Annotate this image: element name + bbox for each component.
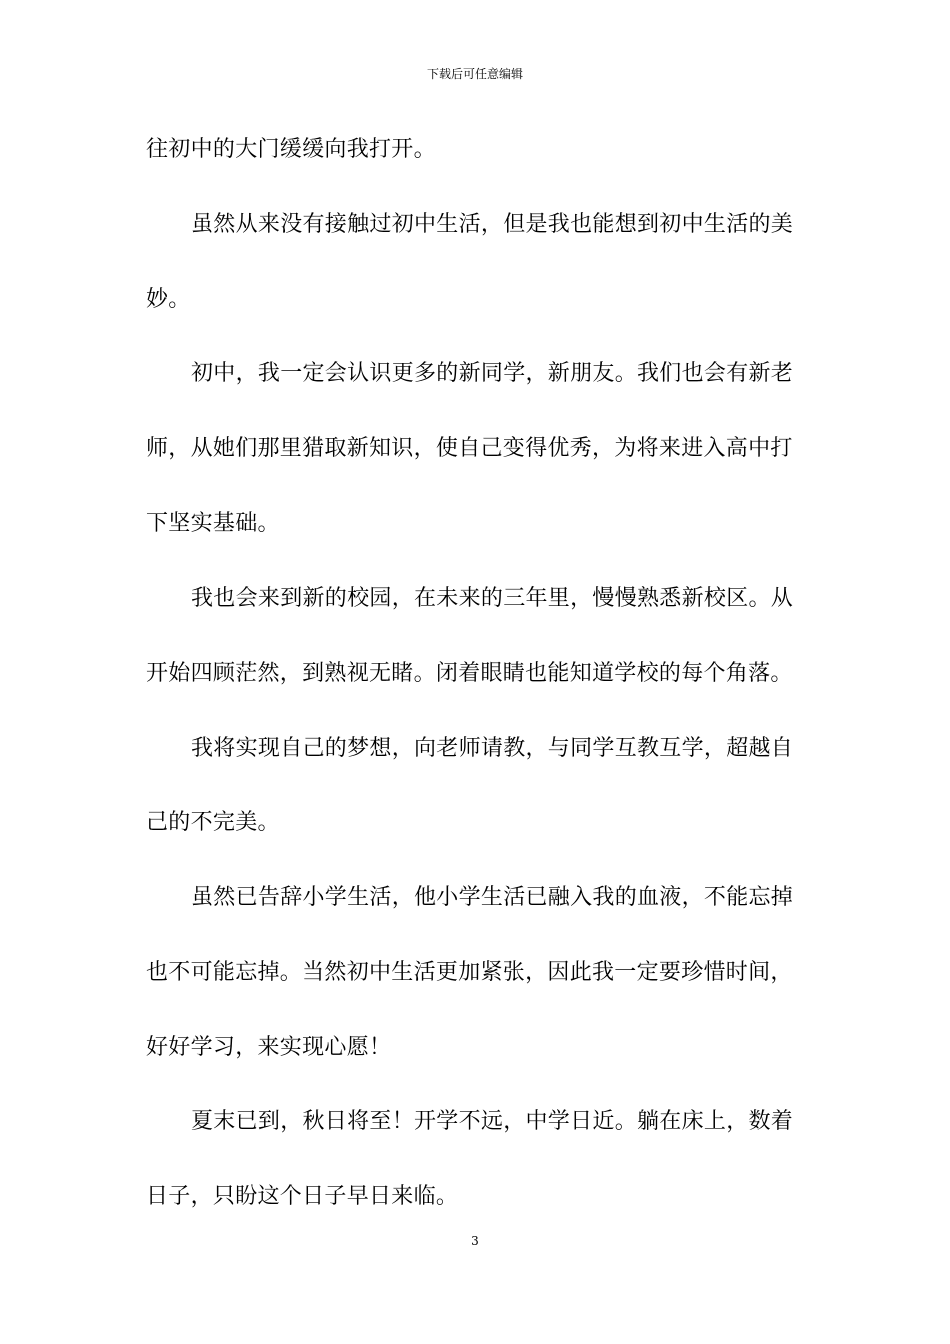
page-number: 3 bbox=[471, 1234, 479, 1248]
body-line-2: 虽然从来没有接触过初中生活，但是我也能想到初中生活的美 bbox=[191, 212, 794, 237]
body-line-10: 己的不完美。 bbox=[146, 810, 280, 835]
body-line-7: 我也会来到新的校园，在未来的三年里，慢慢熟悉新校区。从 bbox=[191, 586, 794, 611]
body-line-11: 虽然已告辞小学生活，他小学生活已融入我的血液，不能忘掉 bbox=[191, 885, 794, 910]
body-line-12: 也不可能忘掉。当然初中生活更加紧张，因此我一定要珍惜时间， bbox=[146, 960, 793, 985]
body-line-9: 我将实现自己的梦想，向老师请教，与同学互教互学，超越自 bbox=[191, 736, 794, 761]
body-line-14: 夏末已到，秋日将至！开学不远，中学日近。躺在床上，数着 bbox=[191, 1109, 794, 1134]
page-header: 下载后可任意编辑 bbox=[426, 67, 523, 81]
body-line-4: 初中，我一定会认识更多的新同学，新朋友。我们也会有新老 bbox=[191, 361, 794, 386]
body-line-6: 下坚实基础。 bbox=[146, 511, 280, 536]
body-line-15: 日子，只盼这个日子早日来临。 bbox=[146, 1184, 459, 1209]
body-line-8: 开始四顾茫然，到熟视无睹。闭着眼睛也能知道学校的每个角落。 bbox=[146, 661, 793, 686]
body-line-3: 妙。 bbox=[146, 287, 191, 312]
body-line-5: 师，从她们那里猎取新知识，使自己变得优秀，为将来进入高中打 bbox=[146, 436, 793, 461]
body-line-1: 往初中的大门缓缓向我打开。 bbox=[146, 137, 436, 162]
body-line-13: 好好学习，来实现心愿！ bbox=[146, 1035, 392, 1060]
